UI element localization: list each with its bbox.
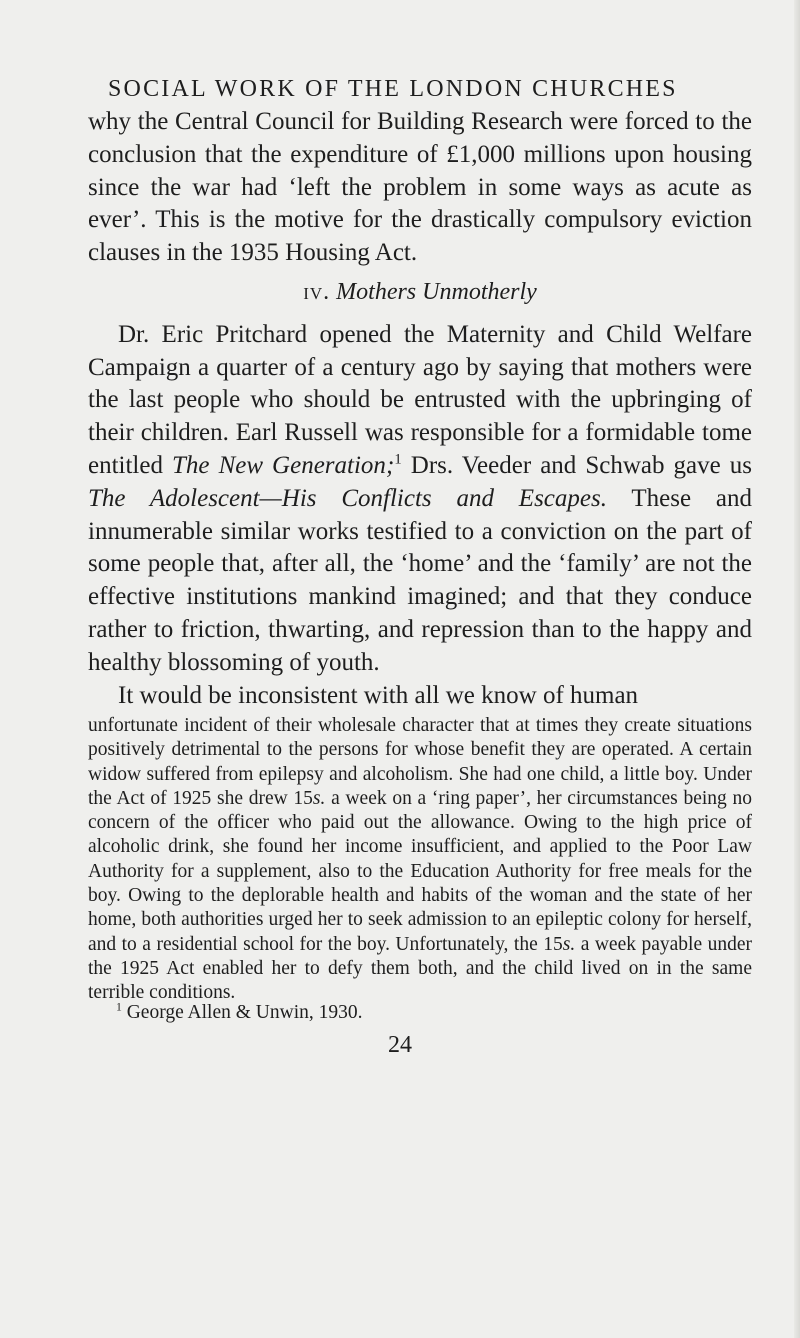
footnote-1	[88, 1001, 752, 1025]
paragraph-mothers	[88, 319, 752, 680]
section-heading	[88, 276, 752, 309]
paragraph-continuation: why the Central Council for Building Research were forced to the conclusion that the expenditure of £1,000 millions upon housing since the war had ‘left the problem in some ways as acute as ever’. This is the motive for the drastically compulsory eviction clauses in the 1935 Housing Act.	[88, 108, 752, 267]
book-title-new-generation: The New Generation	[172, 451, 386, 479]
footnote-paragraph	[88, 714, 752, 1006]
footnote-1-text: George Allen & Unwin, 1930.	[121, 1002, 363, 1023]
book-title-adolescent: The Adolescent—His Conflicts and Escapes.	[88, 484, 607, 512]
shilling-abbrev: s.	[312, 787, 326, 809]
page-number: 24	[388, 1032, 412, 1058]
semicolon: ;	[385, 451, 395, 479]
section-title: Mothers Unmotherly	[336, 278, 537, 305]
section-numeral: iv.	[303, 278, 331, 305]
shilling-abbrev: s.	[562, 933, 576, 955]
footnote-text-b: a week on a ‘ring paper’, her circumstances being no concern of the officer who paid out the allowance. Owing to the high price of alcoholic drink, she found her income insufficient, and applied to the Poor Law Authority for a supplement, also to the Education Authority for free meals for the boy. Owing to the deplorable health and habits of the woman and the state of her home, both authorities urged her to seek admission to an epileptic colony for herself, and to a residential school for the boy. Unfortunately, the 15	[88, 787, 752, 955]
paragraph-rest: These and innumerable similar works testified to a conviction on the part of some people that, after all, the ‘home’ and the ‘family’ are not the effective institutions mankind imagined; and that they conduce rather to friction, thwarting, and repression than to the happy and healthy blossoming of youth.	[88, 484, 752, 676]
page-edge-shadow	[794, 0, 800, 1338]
footnote-text-a: unfortunate incident of their wholesale character that at times they create situations positively detrimental to the persons for whose benefit they are operated. A certain widow suffered from epilepsy and alcoholism. She had one child, a little boy. Under the Act of 1925 she drew 15	[88, 715, 752, 809]
footnote-text-c: a week payable under the 1925 Act enabled her to defy them both, and the child lived on in the same terrible conditions.	[88, 933, 752, 1004]
paragraph-intro: Dr. Eric Pritchard opened the Maternity and Child Welfare Campaign a quarter of a century ago by saying that mothers were the last people who should be entrusted with the upbringing of their children. Earl Russell was responsible for a formidable tome entitled	[88, 320, 752, 479]
paragraph-inconsistent: It would be inconsistent with all we know of human	[118, 681, 639, 709]
footnote-continuation	[88, 714, 752, 1006]
footnote-1-marker: 1	[116, 1000, 122, 1014]
footnote-marker: 1	[394, 451, 402, 468]
footnote-1-line	[88, 1001, 752, 1025]
paragraph-middle: Drs. Veeder and Schwab gave us	[401, 451, 752, 479]
running-head: SOCIAL WORK OF THE LONDON CHURCHES	[108, 76, 678, 102]
main-text	[88, 106, 752, 712]
